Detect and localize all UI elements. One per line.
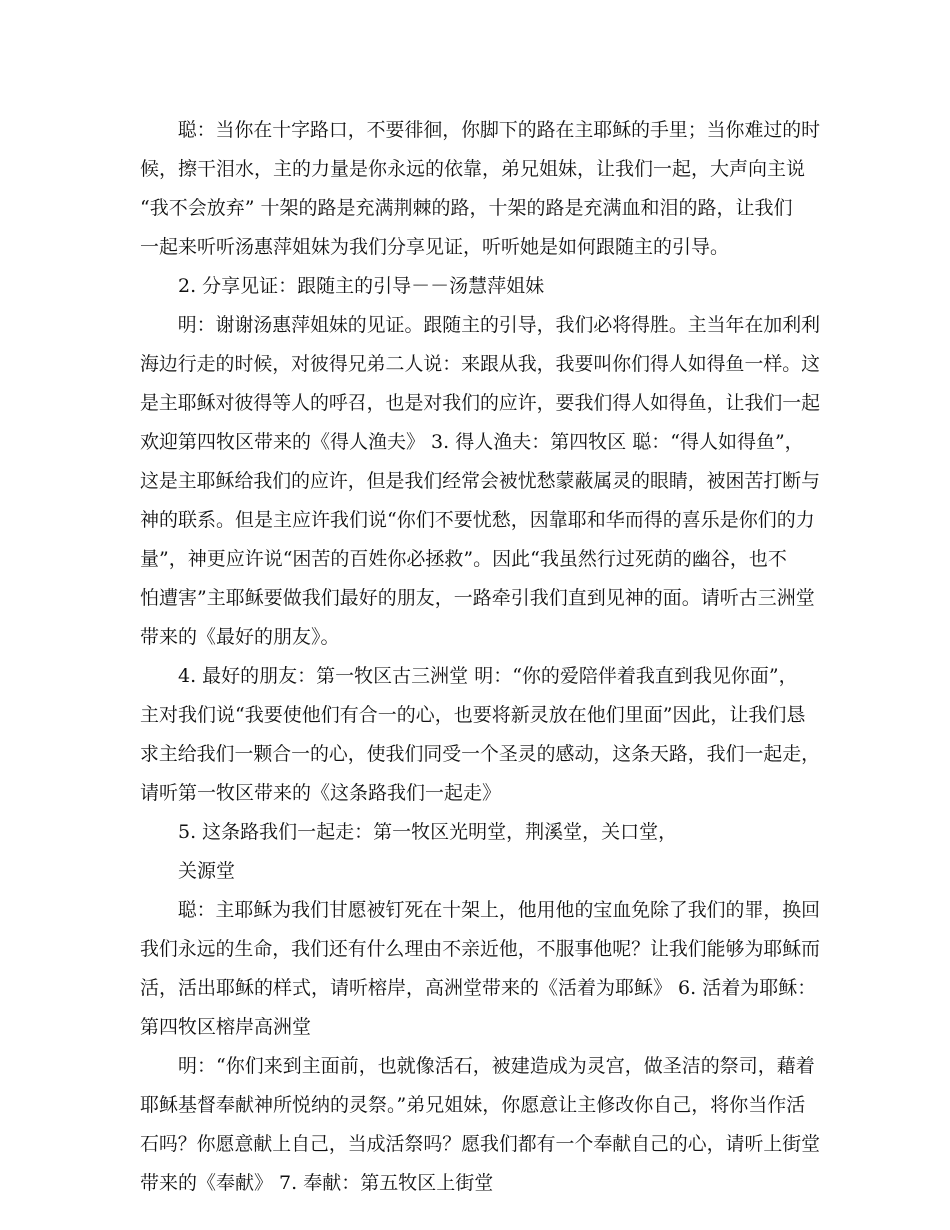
- text-line: 一起来听听汤惠萍姐妹为我们分享见证，听听她是如何跟随主的引导。: [140, 236, 730, 258]
- text-line: 请听第一牧区带来的《这条路我们一起走》: [140, 782, 502, 804]
- text-line: 石吗？你愿意献上自己，当成活祭吗？愿我们都有一个奉献自己的心，请听上街堂: [140, 1133, 821, 1155]
- text-line: 关源堂: [140, 860, 236, 882]
- section-heading: 2. 分享见证：跟随主的引导－－汤慧萍姐妹: [140, 275, 545, 297]
- text-line: 明：谢谢汤惠萍姐妹的见证。跟随主的引导，我们必将得胜。主当年在加利利: [140, 314, 821, 336]
- text-line: 带来的《最好的朋友》。: [140, 626, 340, 648]
- text-line: 4. 最好的朋友：第一牧区古三洲堂 明：“你的爱陪伴着我直到我见你面”，: [140, 665, 798, 687]
- text-line: 5. 这条路我们一起走：第一牧区光明堂，荆溪堂，关口堂，: [140, 821, 678, 843]
- text-line: 明：“你们来到主面前，也就像活石，被建造成为灵宫，做圣洁的祭司，藉着: [140, 1055, 815, 1077]
- text-line: 聪：当你在十字路口，不要徘徊，你脚下的路在主耶稣的手里；当你难过的时: [140, 119, 821, 141]
- text-line: 带来的《奉献》 7. 奉献：第五牧区上街堂: [140, 1172, 494, 1194]
- text-line: 海边行走的时候，对彼得兄弟二人说：来跟从我，我要叫你们得人如得鱼一样。这: [140, 353, 821, 375]
- text-line: 这是主耶稣给我们的应许，但是我们经常会被忧愁蒙蔽属灵的眼睛，被困苦打断与: [140, 470, 821, 492]
- text-line: 活，活出耶稣的样式，请听榕岸，高洲堂带来的《活着为耶稣》 6. 活着为耶稣：: [140, 977, 817, 999]
- text-line: 欢迎第四牧区带来的《得人渔夫》 3. 得人渔夫：第四牧区 聪：“得人如得鱼”，: [140, 431, 804, 453]
- text-line: 第四牧区榕岸高洲堂: [140, 1016, 312, 1038]
- text-line: 主对我们说“我要使他们有合一的心，也要将新灵放在他们里面”因此，让我们恳: [140, 704, 806, 726]
- text-line: 怕遭害”主耶稣要做我们最好的朋友，一路牵引我们直到见神的面。请听古三洲堂: [140, 587, 815, 609]
- text-line: 耶稣基督奉献神所悦纳的灵祭。”弟兄姐妹，你愿意让主修改你自己，将你当作活: [140, 1094, 806, 1116]
- text-line: 我们永远的生命，我们还有什么理由不亲近他，不服事他呢？让我们能够为耶稣而: [140, 938, 821, 960]
- text-line: 聪：主耶稣为我们甘愿被钉死在十架上，他用他的宝血免除了我们的罪，换回: [140, 899, 821, 921]
- text-line: 量”，神更应许说“困苦的百姓你必拯救”。因此“我虽然行过死荫的幽谷，也不: [140, 548, 787, 570]
- text-line: 神的联系。但是主应许我们说“你们不要忧愁，因靠耶和华而得的喜乐是你们的力: [140, 509, 815, 531]
- text-line: “我不会放弃” 十架的路是充满荆棘的路，十架的路是充满血和泪的路，让我们: [140, 197, 793, 219]
- text-line: 求主给我们一颗合一的心，使我们同受一个圣灵的感动，这条天路，我们一起走，: [140, 743, 821, 765]
- text-line: 候，擦干泪水，主的力量是你永远的依靠，弟兄姐妹，让我们一起，大声向主说: [140, 158, 806, 180]
- text-line: 是主耶稣对彼得等人的呼召，也是对我们的应许，要我们得人如得鱼，让我们一起: [140, 392, 821, 414]
